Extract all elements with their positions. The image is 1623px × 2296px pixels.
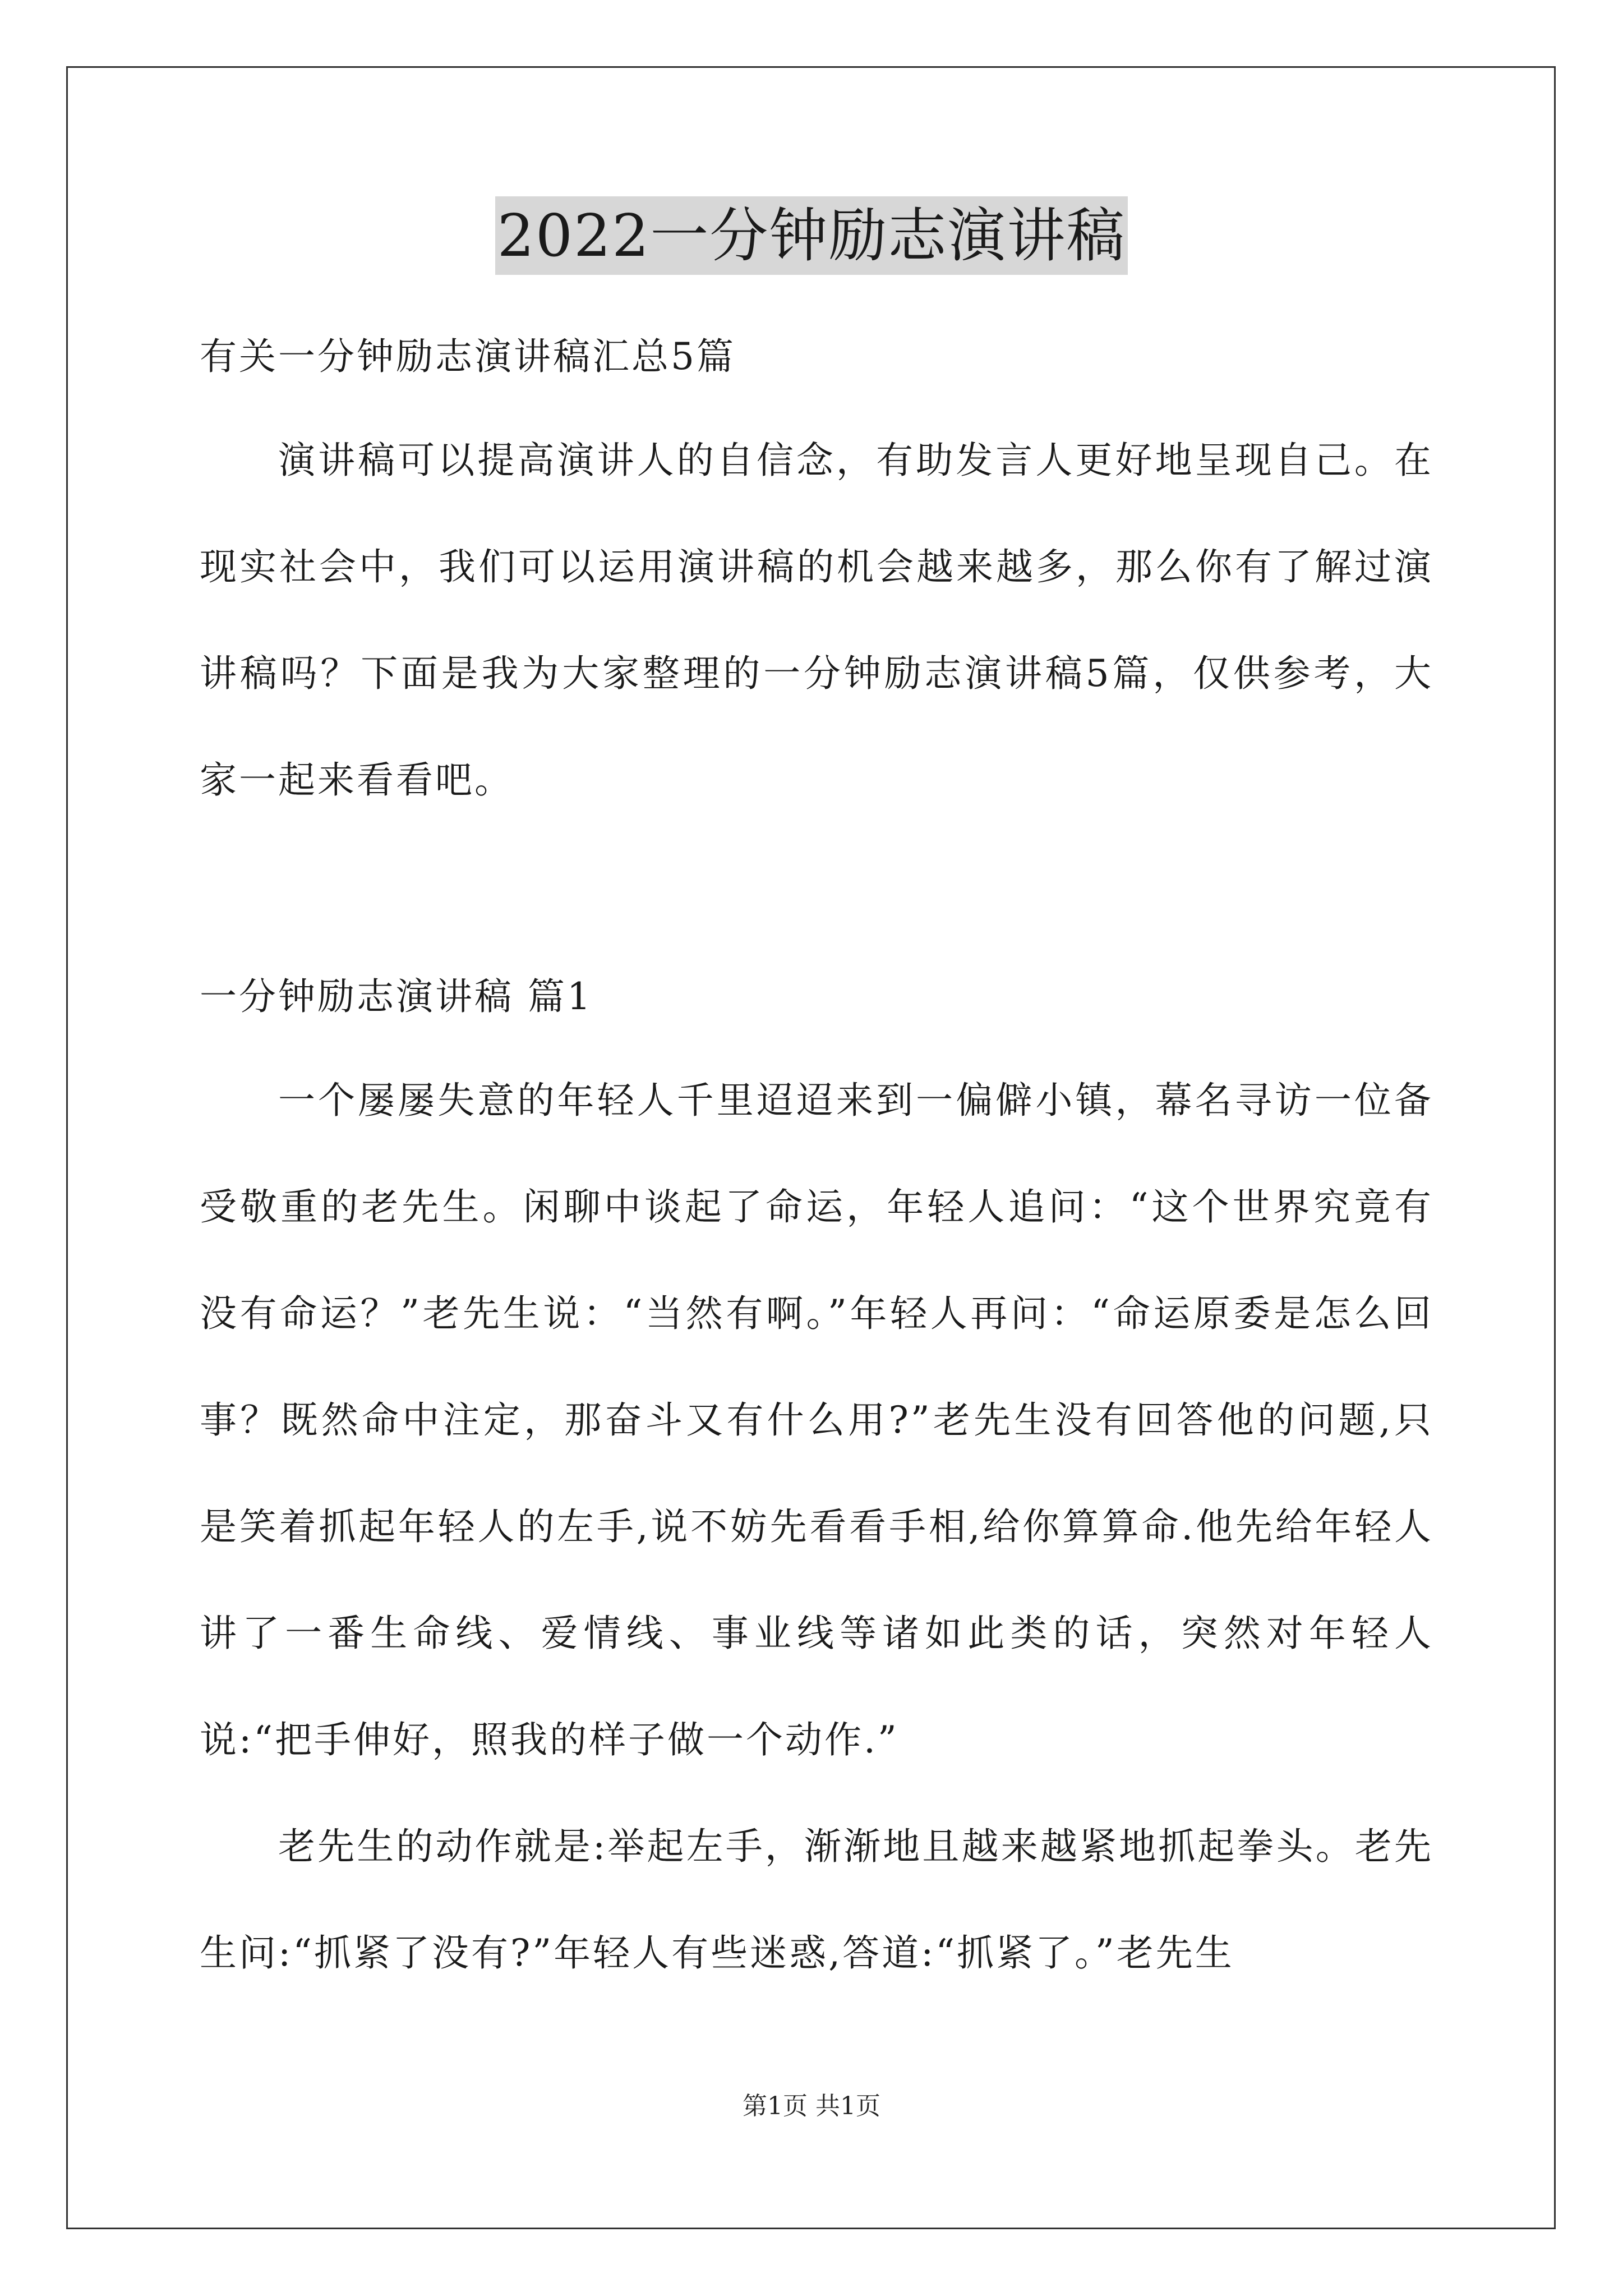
document-title: 2022一分钟励志演讲稿 — [495, 196, 1128, 275]
intro-paragraph: 演讲稿可以提高演讲人的自信念，有助发言人更好地呈现自己。在现实社会中，我们可以运用演讲稿的机会越来越多，那么你有了解过演讲稿吗？下面是我为大家整理的一分钟励志演讲稿5篇，仅供参考，大家一起来看看吧。 — [200, 439, 1433, 802]
page-footer: 第1页 共1页 — [743, 2092, 880, 2120]
section-heading: 一分钟励志演讲稿 篇1 — [200, 975, 593, 1018]
title-container — [0, 196, 1623, 275]
body-paragraph: 一个屡屡失意的年轻人千里迢迢来到一偏僻小镇，幕名寻访一位备受敬重的老先生。闲聊中谈起了命运，年轻人追问：“这个世界究竟有没有命运？”老先生说：“当然有啊。”年轻人再问：“命运原委是怎么回事？既然命中注定，那奋斗又有什么用?”老先生没有回答他的问题,只是笑着抓起年轻人的左手,说不妨先看看手相,给你算算命.他先给年轻人讲了一番生命线、爱情线、事业线等诸如此类的话，突然对年轻人说:“把手伸好，照我的样子做一个动作.” — [200, 1079, 1433, 1761]
body-paragraph: 老先生的动作就是:举起左手，渐渐地且越来越紧地抓起拳头。老先生问:“抓紧了没有?”年轻人有些迷惑,答道:“抓紧了。”老先生 — [200, 1825, 1433, 1975]
section-spacer — [200, 834, 1433, 946]
document-body — [200, 306, 1433, 2007]
document-subtitle: 有关一分钟励志演讲稿汇总5篇 — [200, 335, 736, 378]
